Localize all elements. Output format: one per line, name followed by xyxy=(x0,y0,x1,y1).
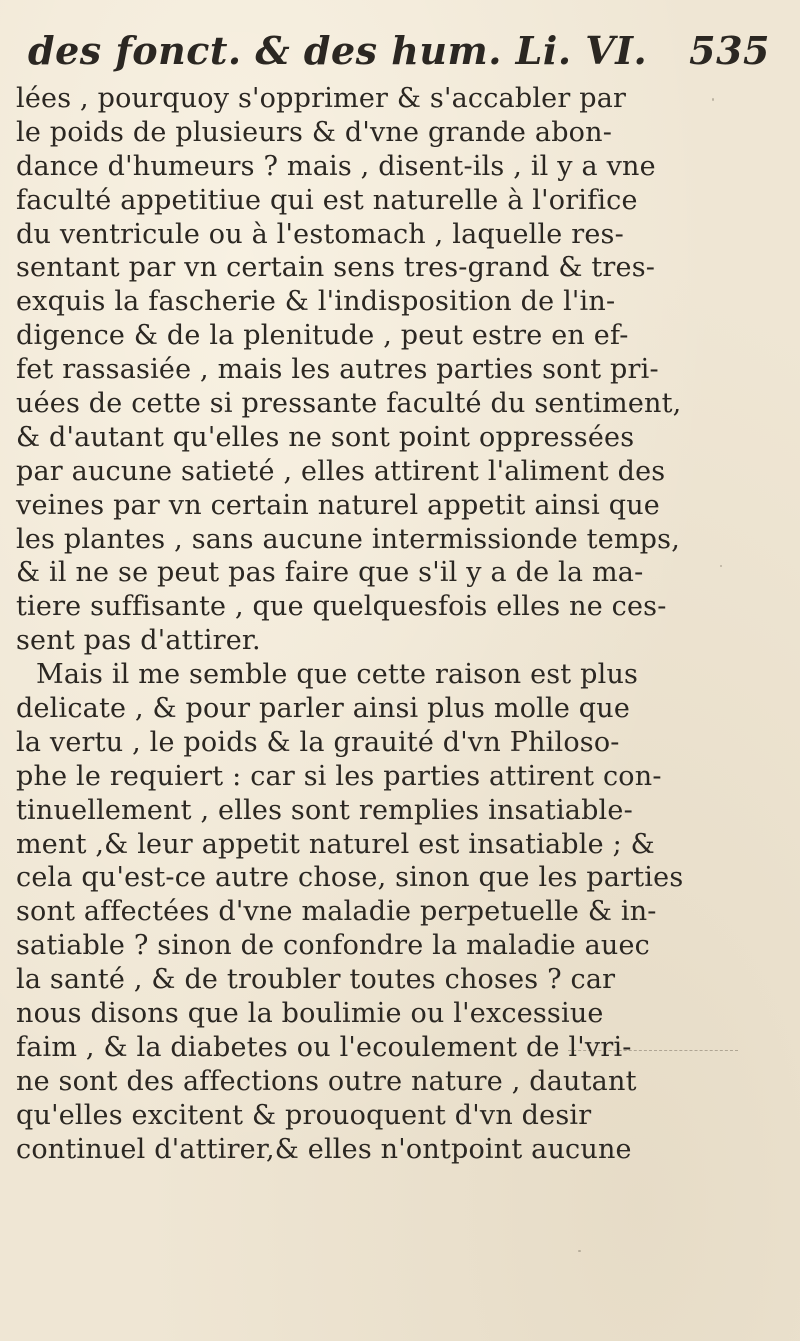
body-text xyxy=(16,82,776,1167)
text-line: sentant par vn certain sens tres-grand & tres- xyxy=(16,252,656,284)
text-line: la vertu , le poids & la grauité d'vn Philoso- xyxy=(16,726,620,758)
paper-speck xyxy=(585,1075,587,1077)
running-head xyxy=(28,28,788,84)
text-line: faculté appetitiue qui est naturelle à l'orifice xyxy=(16,184,638,216)
paper-speck xyxy=(712,98,714,101)
text-line: nous disons que la boulimie ou l'excessiue xyxy=(16,998,604,1030)
text-line: & il ne se peut pas faire que s'il y a de la ma- xyxy=(16,557,644,589)
text-line: lées , pourquoy s'opprimer & s'accabler par xyxy=(16,83,627,114)
text-line: tiere suffisante , que quelquesfois elles ne ces- xyxy=(16,591,667,623)
text-line: fet rassasiée , mais les autres parties sont pri- xyxy=(16,354,659,386)
text-line: par aucune satieté , elles attirent l'aliment des xyxy=(16,455,666,487)
text-line: la santé , & de troubler toutes choses ? car xyxy=(16,964,616,996)
text-line: veines par vn certain naturel appetit ainsi que xyxy=(16,489,660,521)
text-line: exquis la fascherie & l'indisposition de l'in- xyxy=(16,286,616,318)
text-line: sont affectées d'vne maladie perpetuelle & in- xyxy=(16,896,657,928)
paper-speck xyxy=(720,565,722,567)
text-line: le poids de plusieurs & d'vne grande abon- xyxy=(16,116,613,148)
text-line: ne sont des affections outre nature , dautant xyxy=(16,1065,637,1097)
text-line: faim , & la diabetes ou l'ecoulement de l'vri- xyxy=(16,1031,632,1063)
text-line: tinuellement , elles sont remplies insatiable- xyxy=(16,794,633,826)
paper-speck xyxy=(652,612,654,615)
catchword-rule xyxy=(568,1050,738,1052)
text-line: du ventricule ou à l'estomach , laquelle res- xyxy=(16,218,624,250)
text-line: satiable ? sinon de confondre la maladie auec xyxy=(16,930,650,962)
text-line: sent pas d'attirer. xyxy=(16,625,261,657)
text-line: digence & de la plenitude , peut estre en ef- xyxy=(16,320,629,352)
running-head-title: des fonct. & des hum. Li. VI. xyxy=(28,28,648,73)
text-line: continuel d'attirer,& elles n'ontpoint aucune xyxy=(16,1133,632,1165)
text-line: uées de cette si pressante faculté du sentiment, xyxy=(16,388,682,420)
text-line: & d'autant qu'elles ne sont point oppressées xyxy=(16,421,635,453)
text-line: phe le requiert : car si les parties attirent con- xyxy=(16,760,662,792)
text-line: cela qu'est-ce autre chose, sinon que les parties xyxy=(16,862,684,894)
text-line: ment ,& leur appetit naturel est insatiable ; & xyxy=(16,828,655,860)
paper-speck xyxy=(578,1250,581,1252)
text-line: qu'elles excitent & prouoquent d'vn desir xyxy=(16,1099,592,1131)
text-line: delicate , & pour parler ainsi plus molle que xyxy=(16,693,631,725)
text-line: les plantes , sans aucune intermissionde temps, xyxy=(16,523,681,555)
paragraph-start-line: Mais il me semble que cette raison est plus xyxy=(36,659,639,691)
text-line: dance d'humeurs ? mais , disent-ils , il y a vne xyxy=(16,150,656,182)
page-number: 535 xyxy=(689,28,770,73)
